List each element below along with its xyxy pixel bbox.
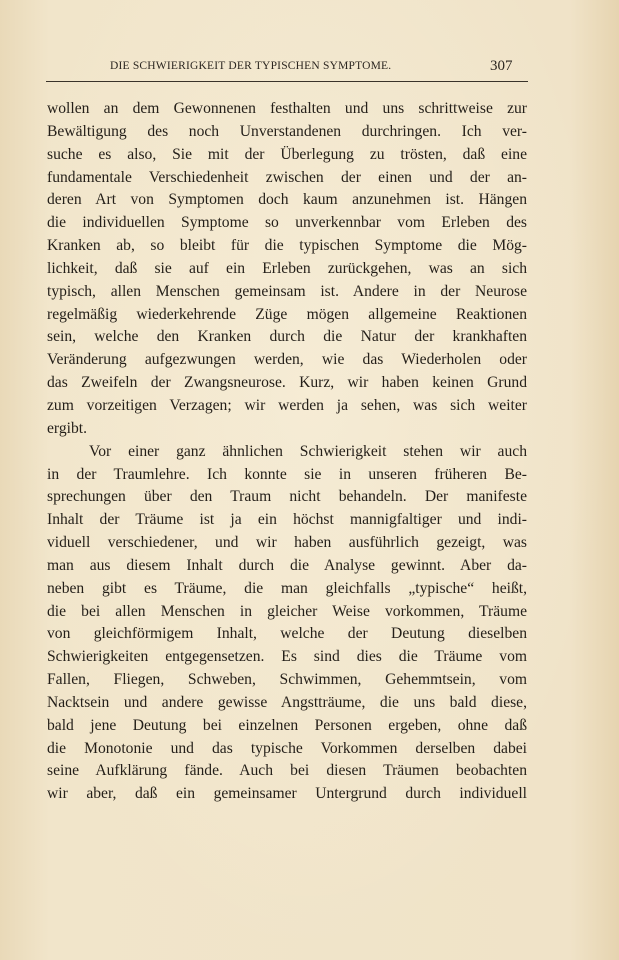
text-line: Vor einer ganz ähnlichen Schwierigkeit stehen wir auch [89, 442, 527, 460]
paragraph-2 [47, 441, 527, 807]
text-line: Fallen, Fliegen, Schweben, Schwimmen, Gehemmtsein, vom [47, 671, 527, 689]
text-line: bald jene Deutung bei einzelnen Personen ergeben, ohne daß [47, 716, 527, 734]
text-line: Inhalt der Träume ist ja ein höchst mannigfaltiger und indi- [47, 511, 527, 529]
text-line: fundamentale Verschiedenheit zwischen der einen und der an- [47, 168, 527, 186]
text-line: die bei allen Menschen in gleicher Weise vorkommen, Träume [47, 602, 527, 620]
text-line: viduell verschiedener, und wir haben ausführlich gezeigt, was [47, 534, 527, 552]
header-rule [46, 81, 528, 82]
text-line: ergibt. [47, 419, 87, 437]
text-line: wir aber, daß ein gemeinsamer Untergrund durch individuell [47, 785, 527, 803]
running-title: DIE SCHWIERIGKEIT DER TYPISCHEN SYMPTOME. [110, 60, 392, 72]
text-line: deren Art von Symptomen doch kaum anzunehmen ist. Hängen [47, 191, 527, 209]
text-line: das Zweifeln der Zwangsneurose. Kurz, wir haben keinen Grund [47, 374, 527, 392]
text-line: man aus diesem Inhalt durch die Analyse gewinnt. Aber da- [47, 556, 527, 574]
text-line: lichkeit, daß sie auf ein Erleben zurückgehen, was an sich [47, 259, 527, 277]
text-line: Schwierigkeiten entgegensetzen. Es sind dies die Träume vom [47, 648, 527, 666]
text-line: sein, welche den Kranken durch die Natur der krankhaften [47, 328, 527, 346]
text-line: regelmäßig wiederkehrende Züge mögen allgemeine Reaktionen [47, 305, 527, 323]
text-line: neben gibt es Träume, die man gleichfalls „typische“ heißt, [47, 579, 527, 597]
body-text [47, 98, 527, 806]
text-line: Veränderung aufgezwungen werden, wie das Wiederholen oder [47, 351, 527, 369]
text-line: von gleichförmigem Inhalt, welche der Deutung dieselben [47, 625, 527, 643]
text-line: typisch, allen Menschen gemeinsam ist. Andere in der Neurose [47, 282, 527, 300]
paragraph-1 [47, 98, 527, 441]
text-line: in der Traumlehre. Ich konnte sie in unseren früheren Be- [47, 465, 527, 483]
text-line: suche es also, Sie mit der Überlegung zu trösten, daß eine [47, 145, 527, 163]
text-line: Kranken ab, so bleibt für die typischen Symptome die Mög- [47, 237, 527, 255]
text-line: sprechungen über den Traum nicht behandeln. Der manifeste [47, 488, 527, 506]
text-line: Bewältigung des noch Unverstandenen durchringen. Ich ver- [47, 122, 527, 140]
text-line: wollen an dem Gewonnenen festhalten und uns schrittweise zur [47, 100, 527, 117]
text-line: die individuellen Symptome so unverkennbar vom Erleben des [47, 214, 527, 232]
text-line: die Monotonie und das typische Vorkommen derselben dabei [47, 739, 527, 757]
text-line: Nacktsein und andere gewisse Angstträume, die uns bald diese, [47, 693, 527, 711]
page-number: 307 [490, 58, 513, 74]
text-line: seine Aufklärung fände. Auch bei diesen Träumen beobachten [47, 762, 527, 780]
text-line: zum vorzeitigen Verzagen; wir werden ja sehen, was sich weiter [47, 396, 527, 414]
